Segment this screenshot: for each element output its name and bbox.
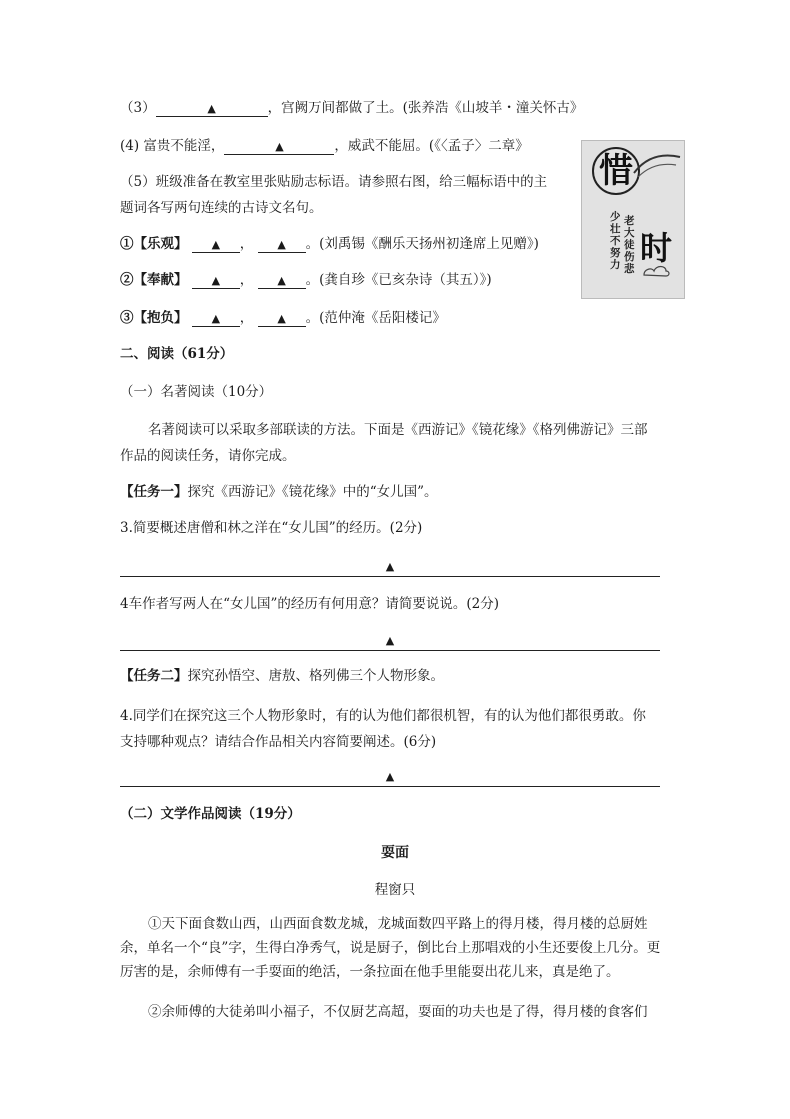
story-author: 程窗只 (374, 882, 416, 898)
slogan-blank-b[interactable] (258, 272, 306, 289)
item-3-blank[interactable] (156, 100, 268, 117)
slogan-row-3 (120, 308, 446, 328)
task-2-text: 探究孙悟空、唐敖、格列佛三个人物形象。 (187, 668, 444, 684)
item-5-line-2: 题词各写两句连续的古诗文名句。 (120, 200, 323, 216)
blank-triangle-icon: ▲ (211, 238, 221, 251)
blank-triangle-icon: ▲ (385, 634, 395, 647)
slogan-blank-a[interactable] (192, 236, 240, 253)
slogan-row-1 (120, 234, 539, 254)
motto-poster-image (581, 140, 685, 299)
poster-char-1: 惜 (592, 147, 640, 195)
answer-line-q4[interactable] (120, 630, 660, 651)
item-4-blank[interactable] (224, 138, 334, 155)
item-3 (120, 98, 583, 118)
slogan-source: 。(刘禹锡《酬乐天扬州初逢席上见赠》) (305, 236, 539, 252)
comma: ， (239, 236, 254, 252)
question-4b-line-2: 支持哪种观点？请结合作品相关内容简要阐述。(6分) (120, 734, 437, 750)
blank-triangle-icon: ▲ (277, 238, 286, 251)
blank-triangle-icon: ▲ (211, 312, 221, 325)
item-3-suffix: ，宫阙万间都做了土。(张养浩《山坡羊・潼关怀古》 (267, 100, 584, 116)
question-3: 3.简要概述唐僧和林之洋在“女儿国”的经历。(2分) (120, 520, 423, 536)
task-2-label: 【任务二】 (120, 668, 188, 684)
story-title: 耍面 (381, 845, 409, 861)
item-4-suffix: ，威武不能屈。(《〈孟子〉二章》 (334, 138, 529, 154)
cloud-icon (642, 263, 672, 279)
blank-triangle-icon: ▲ (277, 274, 286, 287)
slogan-row-2 (120, 270, 492, 290)
blank-triangle-icon: ▲ (277, 312, 286, 325)
slogan-source: 。(范仲淹《岳阳楼记》 (305, 310, 446, 326)
section-heading: 二、阅读（61分） (120, 346, 234, 362)
blank-triangle-icon: ▲ (385, 770, 395, 783)
task-1 (120, 482, 438, 502)
slogan-blank-b[interactable] (258, 236, 306, 253)
ink-swirl-icon (632, 151, 682, 181)
poster-col-2: 老大徒伤悲 (624, 215, 635, 275)
subsection-2-heading: （二）文学作品阅读（19分） (120, 806, 301, 822)
task-1-label: 【任务一】 (120, 484, 188, 500)
slogan-source: 。(龚自珍《已亥杂诗（其五）》) (305, 272, 492, 288)
comma: ， (239, 310, 254, 326)
blank-triangle-icon: ▲ (211, 274, 221, 287)
subsection-1-heading: （一）名著阅读（10分） (120, 384, 273, 400)
poster-char-2: 时 (640, 229, 673, 267)
item-3-prefix: （3） (120, 100, 156, 116)
slogan-label: ①【乐观】 (120, 236, 188, 252)
comma: ， (239, 272, 254, 288)
slogan-blank-a[interactable] (192, 310, 240, 327)
intro-line-2: 作品的阅读任务，请你完成。 (120, 448, 296, 464)
slogan-blank-a[interactable] (192, 272, 240, 289)
blank-triangle-icon: ▲ (385, 560, 395, 573)
poster-col-1: 少壮不努力 (610, 211, 621, 271)
story-paragraph-1: ①天下面食数山西，山西面食数龙城，龙城面数四平路上的得月楼，得月楼的总厨姓余，单名一个“良”字，生得白净秀气，说是厨子，倒比台上那唱戏的小生还要俊上几分。更厉害的是，余师傅有一手耍面的绝活，一条拉面在他手里能耍出花儿来，真是绝了。 (120, 916, 661, 980)
answer-line-q3[interactable] (120, 556, 660, 577)
slogan-label: ③【抱负】 (120, 310, 188, 326)
task-1-text: 探究《西游记》《镜花缘》中的“女儿国”。 (187, 484, 438, 500)
slogan-blank-b[interactable] (258, 310, 306, 327)
slogan-label: ②【奉献】 (120, 272, 188, 288)
intro-line-1: 名著阅读可以采取多部联读的方法。下面是《西游记》《镜花缘》《格列佛游记》三部 (148, 422, 648, 438)
item-4 (120, 136, 529, 156)
item-4-prefix: (4) 富贵不能淫， (120, 138, 225, 154)
blank-triangle-icon: ▲ (275, 140, 284, 153)
blank-triangle-icon: ▲ (207, 102, 216, 115)
item-5-line-1: （5）班级准备在教室里张贴励志标语。请参照右图，给三幅标语中的主 (120, 174, 548, 190)
question-4: 4车作者写两人在“女儿国”的经历有何用意？请简要说说。(2分) (120, 596, 500, 612)
question-4b-line-1: 4.同学们在探究这三个人物形象时，有的认为他们都很机智，有的认为他们都很勇敢。你 (120, 708, 646, 724)
story-paragraph-2: ②余师傅的大徒弟叫小福子，不仅厨艺高超，耍面的功夫也是了得，得月楼的食客们 (148, 1004, 648, 1020)
answer-line-q4b[interactable] (120, 766, 660, 787)
task-2 (120, 666, 444, 686)
